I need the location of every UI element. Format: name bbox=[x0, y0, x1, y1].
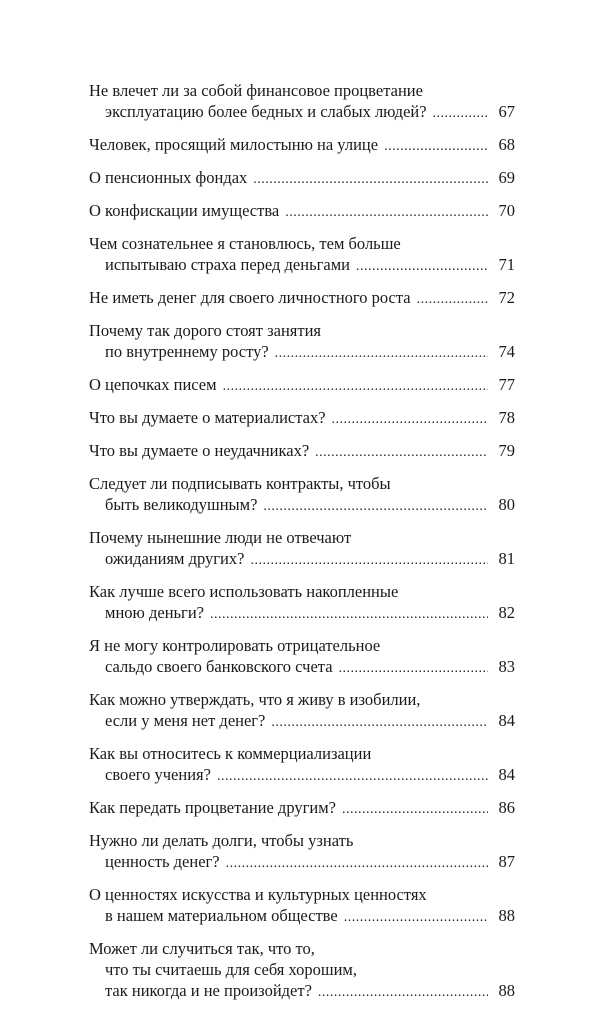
toc-entry-title-line: мною деньги? bbox=[105, 603, 204, 622]
page-number: 69 bbox=[498, 168, 515, 187]
dot-leader bbox=[384, 136, 488, 157]
toc-entry-last-line bbox=[89, 287, 515, 310]
toc-entry-last-line bbox=[89, 341, 515, 364]
page-number: 84 bbox=[498, 711, 515, 730]
toc-entry-title-line: по внутреннему росту? bbox=[105, 342, 269, 361]
dot-leader bbox=[217, 766, 488, 787]
toc-entry-last-line bbox=[89, 548, 515, 571]
toc-entry-title-line: О конфискации имущества bbox=[89, 201, 280, 220]
dot-leader bbox=[433, 103, 488, 124]
toc-entry-last-line bbox=[89, 440, 515, 463]
dot-leader bbox=[271, 712, 488, 733]
page-number: 83 bbox=[498, 657, 515, 676]
page-number: 71 bbox=[498, 255, 515, 274]
toc-entry-last-line bbox=[89, 494, 515, 517]
toc-entry bbox=[89, 80, 515, 124]
toc-entry-last-line bbox=[89, 134, 515, 157]
toc-entry-last-line bbox=[89, 407, 515, 430]
page-number: 74 bbox=[498, 342, 515, 361]
toc-entry-title-line: ожиданиям других? bbox=[105, 549, 245, 568]
page-number: 87 bbox=[498, 852, 515, 871]
page-number: 78 bbox=[498, 408, 515, 427]
toc-entry-title-line: Почему нынешние люди не отвечают bbox=[89, 528, 352, 547]
dot-leader bbox=[339, 658, 488, 679]
toc-entry-title-line: Что вы думаете о неудачниках? bbox=[89, 441, 310, 460]
toc-entry bbox=[89, 527, 515, 571]
dot-leader bbox=[356, 256, 488, 277]
page-number: 86 bbox=[498, 798, 515, 817]
dot-leader bbox=[417, 289, 488, 310]
dot-leader bbox=[344, 907, 488, 928]
toc-entry-title-line: эксплуатацию более бедных и слабых людей? bbox=[105, 102, 427, 121]
toc-entry-title-line: Следует ли подписывать контракты, чтобы bbox=[89, 474, 391, 493]
toc-entry bbox=[89, 830, 515, 874]
toc-entry-title-line: Может ли случиться так, что то, bbox=[89, 939, 315, 958]
dot-leader bbox=[223, 376, 488, 397]
page-number: 72 bbox=[498, 288, 515, 307]
toc-entry-title-line: О пенсионных фондах bbox=[89, 168, 248, 187]
toc-entry-last-line bbox=[89, 851, 515, 874]
page-number: 88 bbox=[498, 906, 515, 925]
dot-leader bbox=[263, 496, 488, 517]
toc-entry-last-line bbox=[89, 602, 515, 625]
toc-entry bbox=[89, 884, 515, 928]
toc-entry-title-line: Как передать процветание другим? bbox=[89, 798, 336, 817]
toc-entry-title-line: испытываю страха перед деньгами bbox=[105, 255, 350, 274]
toc-entry-last-line bbox=[89, 656, 515, 679]
toc-entry bbox=[89, 287, 515, 310]
toc-entry-title-line: Не иметь денег для своего личностного роста bbox=[89, 288, 411, 307]
toc-entry-title-line: так никогда и не произойдет? bbox=[105, 981, 312, 1000]
toc-entry bbox=[89, 440, 515, 463]
page-number: 77 bbox=[498, 375, 515, 394]
dot-leader bbox=[332, 409, 488, 430]
toc-entry bbox=[89, 134, 515, 157]
toc-entry-title-line: Как вы относитесь к коммерциализации bbox=[89, 744, 372, 763]
page-number: 82 bbox=[498, 603, 515, 622]
toc-entry-title-line: Что вы думаете о материалистах? bbox=[89, 408, 326, 427]
dot-leader bbox=[226, 853, 488, 874]
dot-leader bbox=[253, 169, 488, 190]
toc-entry-title-line: Как можно утверждать, что я живу в изобилии, bbox=[89, 690, 421, 709]
toc-entry bbox=[89, 938, 515, 1003]
toc-entry-title-line: ценность денег? bbox=[105, 852, 220, 871]
toc-entry-title-line: О цепочках писем bbox=[89, 375, 217, 394]
page-number: 81 bbox=[498, 549, 515, 568]
dot-leader bbox=[210, 604, 488, 625]
toc-entry-last-line bbox=[89, 200, 515, 223]
page-number: 70 bbox=[498, 201, 515, 220]
toc-entry bbox=[89, 320, 515, 364]
toc-entry-title-line: сальдо своего банковского счета bbox=[105, 657, 333, 676]
toc-entry-title-line: если у меня нет денег? bbox=[105, 711, 266, 730]
toc-entry-last-line bbox=[89, 710, 515, 733]
page-number: 79 bbox=[498, 441, 515, 460]
toc-entry-last-line bbox=[89, 797, 515, 820]
dot-leader bbox=[315, 442, 488, 463]
toc-entry-last-line bbox=[89, 254, 515, 277]
toc-entry-last-line bbox=[89, 764, 515, 787]
toc-entry bbox=[89, 689, 515, 733]
toc-entry-last-line bbox=[89, 374, 515, 397]
toc-entry bbox=[89, 473, 515, 517]
toc-entry bbox=[89, 581, 515, 625]
page-number: 68 bbox=[498, 135, 515, 154]
dot-leader bbox=[250, 550, 488, 571]
toc-entry-title-line: Почему так дорого стоят занятия bbox=[89, 321, 321, 340]
toc-entry bbox=[89, 167, 515, 190]
toc-entry bbox=[89, 743, 515, 787]
dot-leader bbox=[275, 343, 488, 364]
toc-entry-title-line: в нашем материальном обществе bbox=[105, 906, 338, 925]
toc-entry-title-line: быть великодушным? bbox=[105, 495, 258, 514]
page-number: 88 bbox=[498, 981, 515, 1000]
toc-entry-last-line bbox=[89, 980, 515, 1003]
toc-entry bbox=[89, 635, 515, 679]
toc-entry-title-line: своего учения? bbox=[105, 765, 211, 784]
page-number: 67 bbox=[498, 102, 515, 121]
page-number: 80 bbox=[498, 495, 515, 514]
toc-entry-title-line: что ты считаешь для себя хорошим, bbox=[105, 960, 357, 979]
dot-leader bbox=[285, 202, 488, 223]
toc-entry-title-line: Я не могу контролировать отрицательное bbox=[89, 636, 381, 655]
toc-entry bbox=[89, 233, 515, 277]
toc-entry-title-line: Как лучше всего использовать накопленные bbox=[89, 582, 399, 601]
toc-entry-title-line: Человек, просящий милостыню на улице bbox=[89, 135, 379, 154]
dot-leader bbox=[318, 982, 488, 1003]
toc-entry-last-line bbox=[89, 905, 515, 928]
toc-entry bbox=[89, 200, 515, 223]
toc-entry bbox=[89, 374, 515, 397]
toc-entry-title-line: Чем сознательнее я становлюсь, тем больше bbox=[89, 234, 401, 253]
toc-entry-title-line: О ценностях искусства и культурных ценностях bbox=[89, 885, 427, 904]
table-of-contents bbox=[89, 80, 515, 1013]
toc-entry-title-line: Не влечет ли за собой финансовое процветание bbox=[89, 81, 423, 100]
dot-leader bbox=[342, 799, 488, 820]
page-number: 84 bbox=[498, 765, 515, 784]
toc-entry-last-line bbox=[89, 101, 515, 124]
toc-entry bbox=[89, 407, 515, 430]
toc-entry bbox=[89, 797, 515, 820]
toc-entry-title-line: Нужно ли делать долги, чтобы узнать bbox=[89, 831, 354, 850]
toc-entry-last-line bbox=[89, 167, 515, 190]
